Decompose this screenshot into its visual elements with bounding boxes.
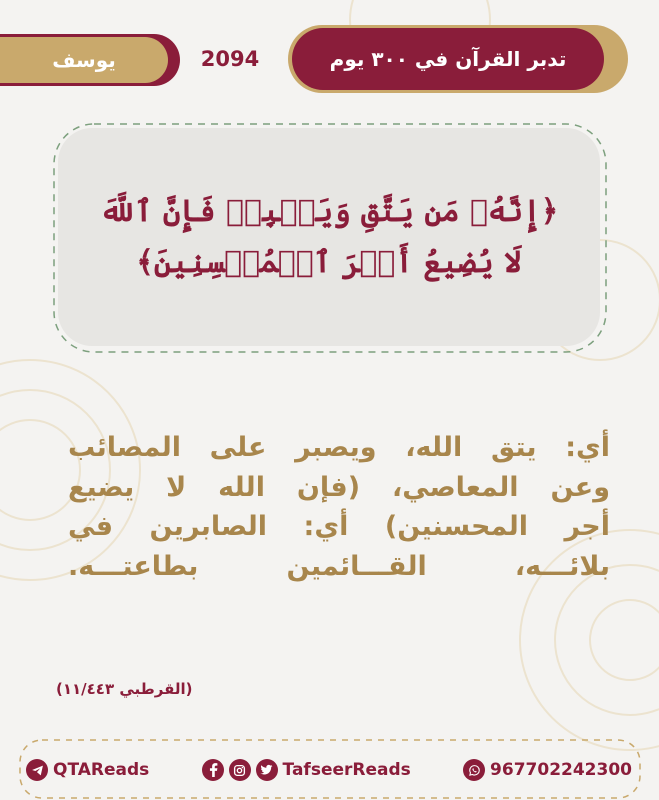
footer (26, 750, 632, 790)
post-number: 2094 (200, 47, 260, 71)
verse-line-2: لَا يُضِيعُ أَجۡرَ ٱلۡمُحۡسِنِينَ﴾ (136, 245, 522, 280)
whatsapp-contact[interactable] (463, 759, 632, 781)
telegram-handle[interactable]: QTAReads (53, 760, 150, 780)
telegram-contact[interactable] (26, 759, 149, 781)
twitter-icon[interactable] (256, 759, 278, 781)
social-handle[interactable]: TafseerReads (282, 760, 411, 780)
tafsir-explanation (68, 428, 610, 587)
surah-name: يوسف (0, 37, 168, 83)
whatsapp-icon (463, 759, 485, 781)
instagram-icon[interactable] (229, 759, 251, 781)
series-title: تدبر القرآن في ٣٠٠ يوم (292, 28, 604, 90)
explanation-line-1: أي: يتق الله، ويصبر على المصائب (68, 432, 610, 463)
telegram-icon (26, 759, 48, 781)
explanation-line-2: وعن المعاصي، (فإن الله لا يضيع (68, 471, 610, 503)
explanation-line-4: بلائـــه، القـــائمين بطاعتـــه. (68, 551, 610, 583)
social-contact[interactable] (202, 759, 411, 781)
explanation-line-3: أجر المحسنين) أي: الصابرين في (68, 511, 610, 543)
whatsapp-number[interactable]: 967702242300 (490, 760, 632, 780)
verse-dashed-frame (52, 122, 608, 354)
verse-line-1: ﴿إِنَّهُۥ مَن يَتَّقِ وَيَصۡبِرۡ فَإِنَّ ٱللَّهَ (99, 194, 559, 229)
facebook-icon[interactable] (202, 759, 224, 781)
source-citation: (القرطبي ١١/٤٤٣) (56, 680, 193, 698)
